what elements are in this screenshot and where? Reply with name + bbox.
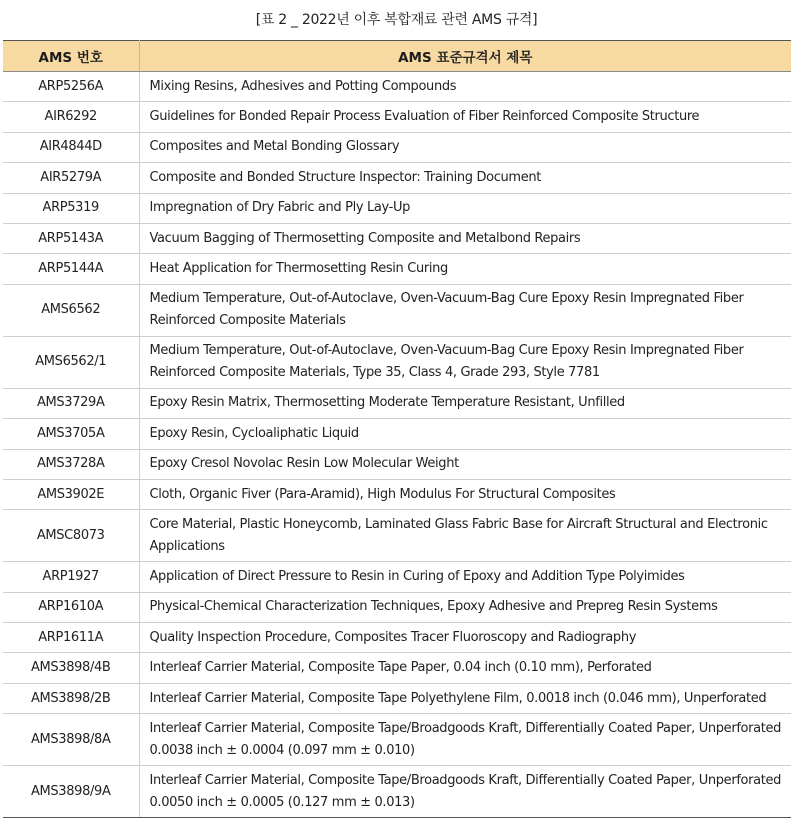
table-row (3, 388, 791, 418)
table-row (3, 193, 791, 223)
table-row (3, 102, 791, 132)
table-caption: [표 2 _ 2022년 이후 복합재료 관련 AMS 규격] (255, 12, 538, 28)
table-row (3, 479, 791, 509)
table-row (3, 766, 791, 818)
ams-title-cell: Interleaf Carrier Material, Composite Tape Paper, 0.04 inch (0.10 mm), Perforated (139, 653, 791, 683)
ams-title-cell: Mixing Resins, Adhesives and Potting Compounds (139, 72, 791, 102)
ams-title-cell: Interleaf Carrier Material, Composite Tape/Broadgoods Kraft, Differentially Coated Paper, Unperforated 0.0050 inch ± 0.0005 (0.127 mm ± 0.013) (139, 766, 791, 818)
table-header-row (3, 41, 791, 72)
ams-number-cell: AMS3898/2B (3, 683, 139, 713)
table-row (3, 254, 791, 284)
ams-title-cell: Guidelines for Bonded Repair Process Evaluation of Fiber Reinforced Composite Structure (139, 102, 791, 132)
ams-title-cell: Physical-Chemical Characterization Techniques, Epoxy Adhesive and Prepreg Resin Systems (139, 592, 791, 622)
ams-number-cell: ARP1927 (3, 562, 139, 592)
ams-number-cell: AMS3902E (3, 479, 139, 509)
table-row (3, 683, 791, 713)
table-row (3, 132, 791, 162)
ams-number-cell: AMS3728A (3, 449, 139, 479)
table-row (3, 562, 791, 592)
ams-title-cell: Epoxy Resin, Cycloaliphatic Liquid (139, 419, 791, 449)
ams-number-cell: ARP5256A (3, 72, 139, 102)
table-row (3, 284, 791, 336)
ams-title-cell: Medium Temperature, Out-of-Autoclave, Oven-Vacuum-Bag Cure Epoxy Resin Impregnated Fiber Reinforced Composite Materials (139, 284, 791, 336)
ams-number-cell: ARP1610A (3, 592, 139, 622)
ams-title-cell: Cloth, Organic Fiver (Para-Aramid), High Modulus For Structural Composites (139, 479, 791, 509)
ams-title-cell: Application of Direct Pressure to Resin in Curing of Epoxy and Addition Type Polyimides (139, 562, 791, 592)
ams-title-cell: Interleaf Carrier Material, Composite Tape/Broadgoods Kraft, Differentially Coated Paper, Unperforated 0.0038 inch ± 0.0004 (0.097 mm ± 0.010) (139, 714, 791, 766)
ams-number-cell: AMSC8073 (3, 510, 139, 562)
table-row (3, 623, 791, 653)
ams-number-cell: AMS3729A (3, 388, 139, 418)
table-row (3, 223, 791, 253)
ams-title-cell: Vacuum Bagging of Thermosetting Composite and Metalbond Repairs (139, 223, 791, 253)
ams-number-cell: AMS3898/8A (3, 714, 139, 766)
ams-number-cell: AMS6562/1 (3, 336, 139, 388)
ams-number-cell: AIR5279A (3, 163, 139, 193)
ams-number-cell: AMS3705A (3, 419, 139, 449)
ams-title-cell: Core Material, Plastic Honeycomb, Laminated Glass Fabric Base for Aircraft Structural and Electronic Applications (139, 510, 791, 562)
ams-title-cell: Epoxy Resin Matrix, Thermosetting Moderate Temperature Resistant, Unfilled (139, 388, 791, 418)
ams-number-cell: AIR4844D (3, 132, 139, 162)
ams-title-cell: Composite and Bonded Structure Inspector: Training Document (139, 163, 791, 193)
ams-number-cell: AMS6562 (3, 284, 139, 336)
ams-number-cell: AIR6292 (3, 102, 139, 132)
ams-number-cell: ARP1611A (3, 623, 139, 653)
ams-title-cell: Impregnation of Dry Fabric and Ply Lay-Up (139, 193, 791, 223)
column-header-ams-number: AMS 번호 (3, 41, 139, 72)
table-row (3, 653, 791, 683)
ams-number-cell: AMS3898/9A (3, 766, 139, 818)
table-row (3, 592, 791, 622)
ams-number-cell: AMS3898/4B (3, 653, 139, 683)
ams-title-cell: Quality Inspection Procedure, Composites Tracer Fluoroscopy and Radiography (139, 623, 791, 653)
column-header-ams-title: AMS 표준규격서 제목 (139, 41, 791, 72)
ams-title-cell: Epoxy Cresol Novolac Resin Low Molecular Weight (139, 449, 791, 479)
ams-title-cell: Interleaf Carrier Material, Composite Tape Polyethylene Film, 0.0018 inch (0.046 mm), Unperforated (139, 683, 791, 713)
table-row (3, 163, 791, 193)
table-row (3, 336, 791, 388)
table-row (3, 72, 791, 102)
table-row (3, 510, 791, 562)
ams-spec-table (3, 40, 791, 818)
table-row (3, 449, 791, 479)
table-row (3, 714, 791, 766)
ams-number-cell: ARP5143A (3, 223, 139, 253)
ams-title-cell: Composites and Metal Bonding Glossary (139, 132, 791, 162)
table-row (3, 419, 791, 449)
ams-number-cell: ARP5144A (3, 254, 139, 284)
ams-number-cell: ARP5319 (3, 193, 139, 223)
ams-title-cell: Heat Application for Thermosetting Resin Curing (139, 254, 791, 284)
ams-title-cell: Medium Temperature, Out-of-Autoclave, Oven-Vacuum-Bag Cure Epoxy Resin Impregnated Fiber Reinforced Composite Materials, Type 35, Class 4, Grade 293, Style 7781 (139, 336, 791, 388)
